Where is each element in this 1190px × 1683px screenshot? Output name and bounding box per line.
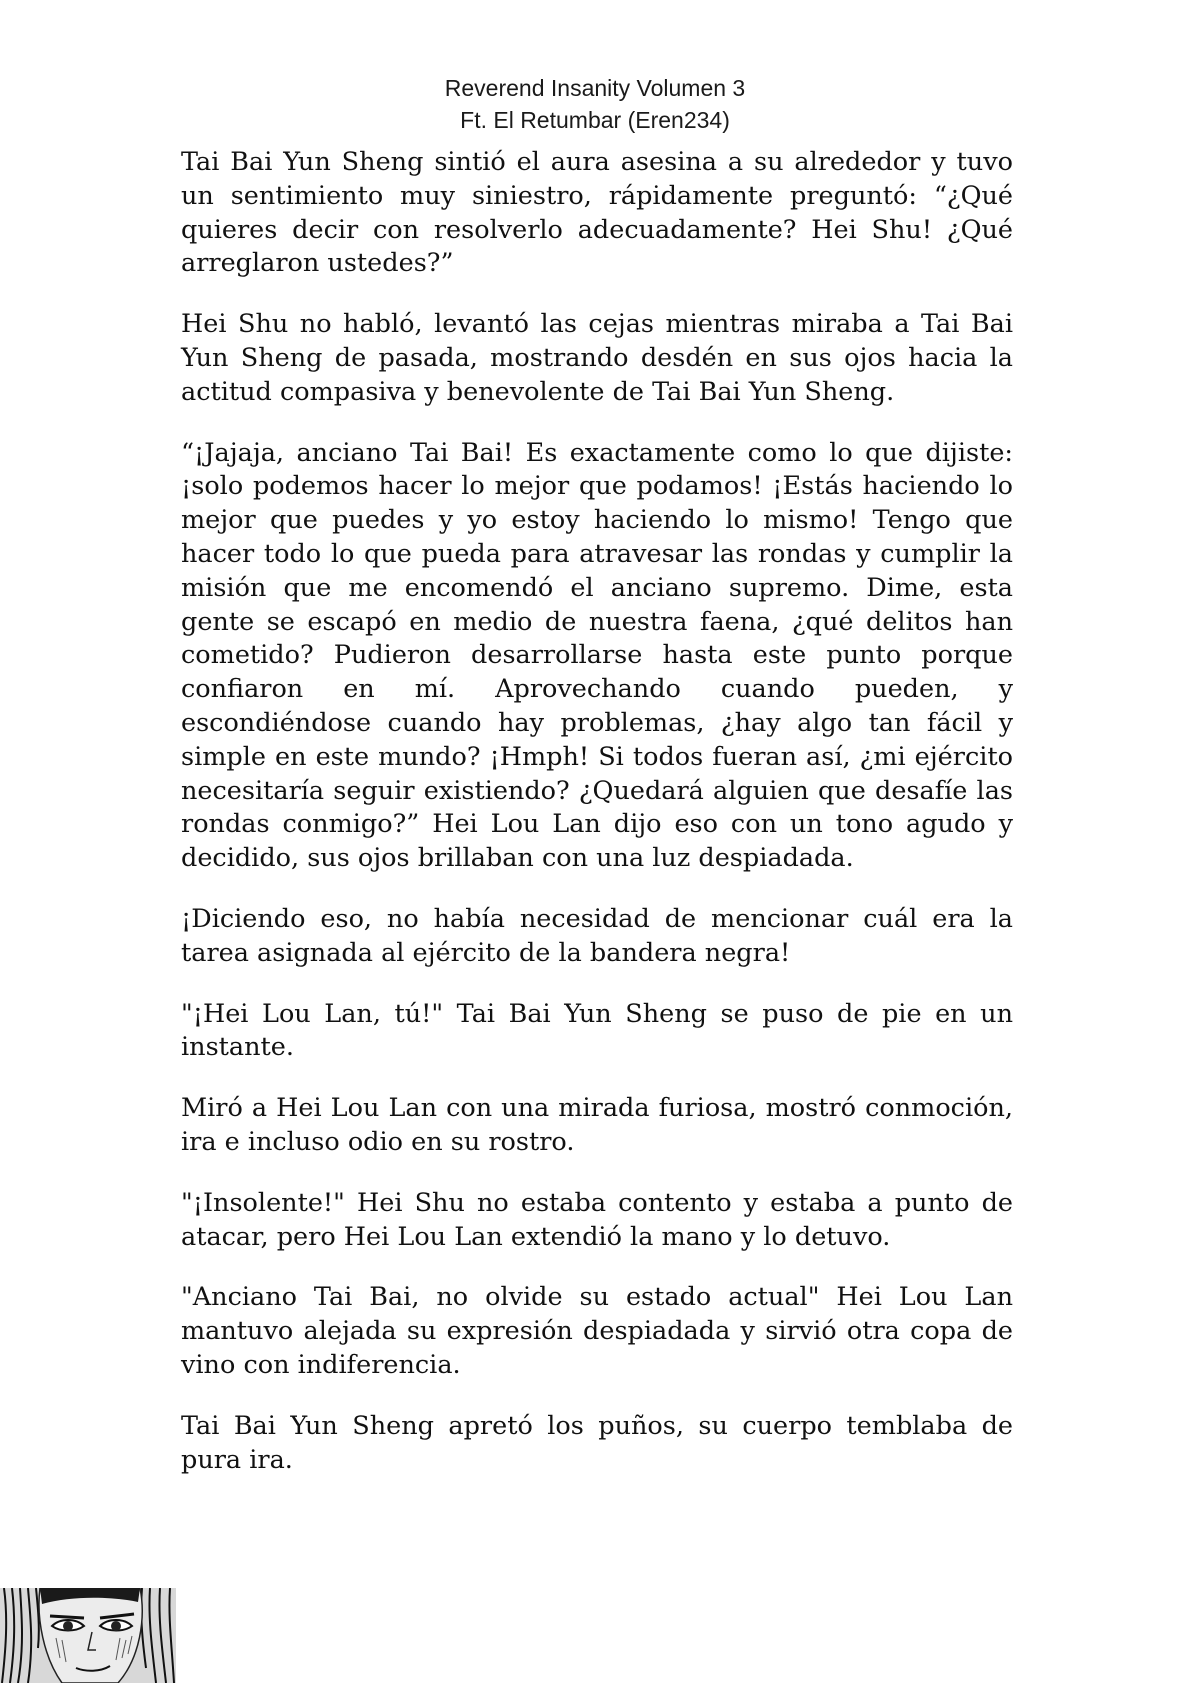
- page-header: [0, 72, 1190, 136]
- header-title: Reverend Insanity Volumen 3: [444, 75, 746, 101]
- paragraph: "¡Hei Lou Lan, tú!" Tai Bai Yun Sheng se puso de pie en un instante.: [181, 998, 1013, 1063]
- paragraph: Tai Bai Yun Sheng sintió el aura asesina a su alrededor y tuvo un sentimiento muy siniestro, rápidamente preguntó: “¿Qué quieres decir con resolverlo adecuadamente? Hei Shu! ¿Qué arreglaron ustedes?”: [181, 147, 1013, 279]
- paragraph: Tai Bai Yun Sheng apretó los puños, su cuerpo temblaba de pura ira.: [181, 1410, 1013, 1475]
- paragraph: Miró a Hei Lou Lan con una mirada furiosa, mostró conmoción, ira e incluso odio en su rostro.: [181, 1093, 1013, 1157]
- paragraph: “¡Jajaja, anciano Tai Bai! Es exactamente como lo que dijiste: ¡solo podemos hacer lo mejor que podamos! ¡Estás haciendo lo mejor que puedes y yo estoy haciendo lo mismo! Tengo que hacer todo lo que pueda para atravesar las rondas y cumplir la misión que me encomendó el anciano supremo. Dime, esta gente se escapó en medio de nuestra faena, ¿qué delitos han cometido? Pudieron desarrollarse hasta este punto porque confiaron en mí. Aprovechando cuando pueden, y escondiéndose cuando hay problemas, ¿hay algo tan fácil y simple en este mundo? ¡Hmph! Si todos fueran así, ¿mi ejército necesitaría seguir existiendo? ¿Quedará alguien que desafíe las rondas conmigo?” Hei Lou Lan dijo eso con un tono agudo y decidido, sus ojos brillaban con una luz despiadada.: [181, 437, 1013, 874]
- header-credit: Ft. El Retumbar (Eren234): [460, 107, 730, 133]
- paragraph: ¡Diciendo eso, no había necesidad de mencionar cuál era la tarea asignada al ejército de la bandera negra!: [181, 903, 1013, 968]
- paragraph: "¡Insolente!" Hei Shu no estaba contento y estaba a punto de atacar, pero Hei Lou Lan extendió la mano y lo detuvo.: [181, 1187, 1013, 1252]
- paragraph: "Anciano Tai Bai, no olvide su estado actual" Hei Lou Lan mantuvo alejada su expresión despiadada y sirvió otra copa de vino con indiferencia.: [181, 1282, 1013, 1380]
- manga-portrait-icon: [0, 1588, 176, 1683]
- paragraph: Hei Shu no habló, levantó las cejas mientras miraba a Tai Bai Yun Sheng de pasada, mostrando desdén en sus ojos hacia la actitud compasiva y benevolente de Tai Bai Yun Sheng.: [181, 309, 1013, 407]
- document-body: [181, 146, 1013, 1504]
